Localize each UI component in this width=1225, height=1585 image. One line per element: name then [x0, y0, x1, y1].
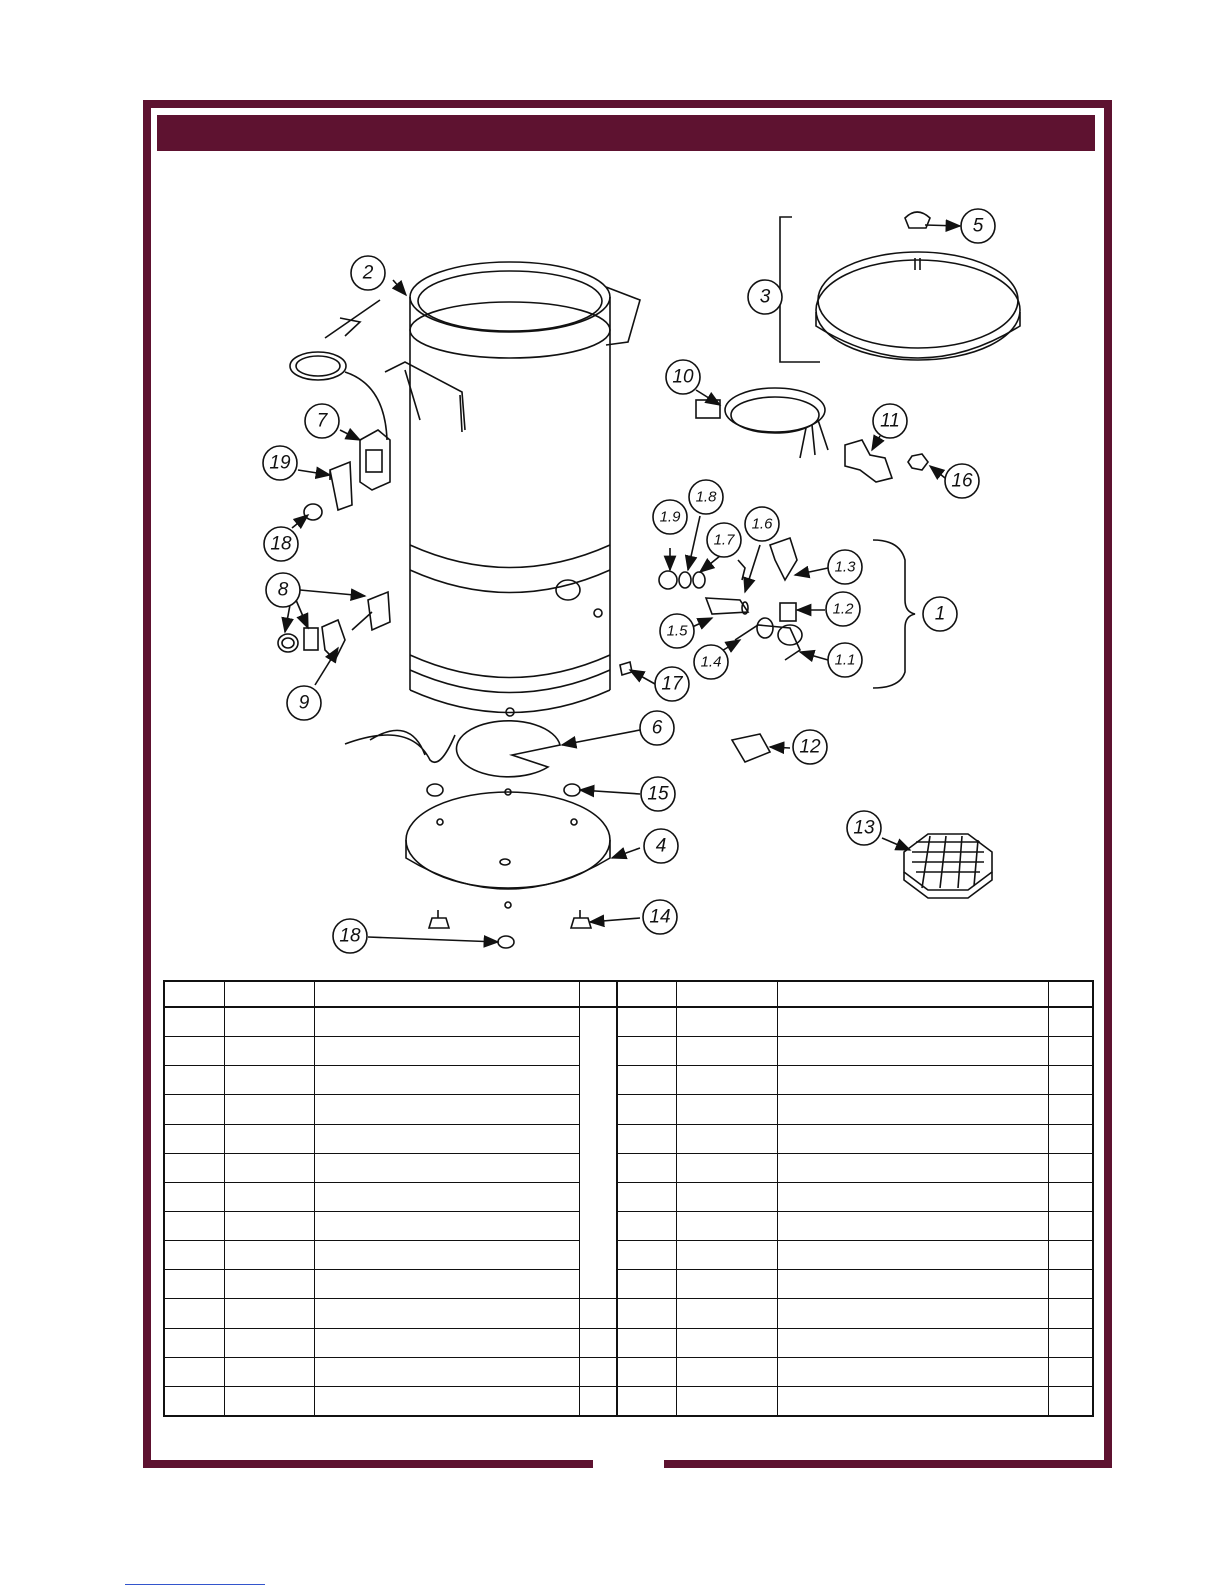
- table-cell: [777, 1386, 1048, 1416]
- table-cell: [676, 1037, 777, 1066]
- nut-part: [908, 454, 928, 470]
- table-cell: [164, 1066, 224, 1095]
- callout-7-label: 7: [316, 410, 328, 432]
- diagram-svg: [157, 160, 1097, 972]
- table-cell: [164, 1124, 224, 1153]
- table-cell: [224, 1328, 314, 1357]
- table-cell: [617, 1037, 676, 1066]
- callout-1-2-label: 1.2: [832, 600, 854, 618]
- foot-part-b: [571, 910, 591, 928]
- thermostat-part: [360, 430, 390, 490]
- callout-4-label: 4: [655, 835, 667, 857]
- table-cell: [1048, 1270, 1093, 1299]
- table-cell: [777, 1124, 1048, 1153]
- callout-5-label: 5: [972, 215, 984, 237]
- table-cell: [1048, 1037, 1093, 1066]
- table-cell: [777, 1182, 1048, 1211]
- table-cell: [617, 1270, 676, 1299]
- table-cell: [617, 1095, 676, 1124]
- callout-1-7-label: 1.7: [713, 531, 735, 549]
- header-cell: [676, 981, 777, 1007]
- table-row: [164, 1357, 1093, 1386]
- table-cell: [164, 1386, 224, 1416]
- table-cell: [617, 1066, 676, 1095]
- table-cell: [777, 1066, 1048, 1095]
- table-row: [164, 1066, 1093, 1095]
- table-row: [164, 1386, 1093, 1416]
- table-cell: [676, 1328, 777, 1357]
- table-cell: [314, 1095, 579, 1124]
- table-row: [164, 1328, 1093, 1357]
- callout-13-label: 13: [853, 817, 875, 839]
- table-cell: [1048, 1066, 1093, 1095]
- callout-10-label: 10: [672, 366, 694, 388]
- table-cell: [1048, 1241, 1093, 1270]
- table-cell: [164, 1095, 224, 1124]
- table-cell: [1048, 1328, 1093, 1357]
- callout-1-6-label: 1.6: [751, 515, 773, 533]
- table-cell: [617, 1007, 676, 1037]
- table-cell: [617, 1182, 676, 1211]
- table-cell: [224, 1153, 314, 1182]
- table-cell: [164, 1328, 224, 1357]
- callout-1-9-label: 1.9: [659, 508, 681, 526]
- table-cell: [617, 1211, 676, 1240]
- table-cell: [164, 1270, 224, 1299]
- table-cell: [617, 1386, 676, 1416]
- table-cell: [164, 1357, 224, 1386]
- drip-tray-part: [904, 834, 992, 898]
- urn-body: [385, 262, 640, 716]
- table-cell: [314, 1182, 579, 1211]
- parts-list-table: [163, 980, 1094, 1417]
- callout-1-3-label: 1.3: [834, 558, 856, 576]
- callout-1-8-label: 1.8: [695, 488, 717, 506]
- table-cell: [777, 1299, 1048, 1328]
- table-row: [164, 1211, 1093, 1240]
- gasket-part: [456, 721, 560, 777]
- table-row: [164, 1095, 1093, 1124]
- table-cell: [314, 1357, 579, 1386]
- callout-1-1-label: 1.1: [834, 651, 856, 669]
- table-cell: [1048, 1007, 1093, 1037]
- callout-18a-label: 18: [270, 533, 292, 555]
- table-cell: [777, 1007, 1048, 1037]
- callout-8-label: 8: [277, 579, 289, 601]
- table-header-row: [164, 981, 1093, 1007]
- table-cell: [777, 1095, 1048, 1124]
- table-cell: [224, 1007, 314, 1037]
- header-cell: [1048, 981, 1093, 1007]
- table-cell: [164, 1153, 224, 1182]
- callout-9-label: 9: [298, 692, 310, 714]
- callout-1-label: 1: [934, 603, 946, 625]
- table-cell: [617, 1153, 676, 1182]
- table-cell: [676, 1153, 777, 1182]
- callout-6-label: 6: [651, 717, 663, 739]
- table-cell: [676, 1357, 777, 1386]
- table-cell: [676, 1241, 777, 1270]
- small-fitting-part: [620, 662, 632, 675]
- callout-11-label: 11: [880, 410, 900, 432]
- bottom-knob-part: [498, 936, 514, 948]
- title-bar: [157, 115, 1095, 151]
- table-cell: [676, 1066, 777, 1095]
- switch-hardware: [278, 628, 318, 652]
- callout-18b-label: 18: [339, 925, 361, 947]
- table-cell: [224, 1357, 314, 1386]
- header-cell: [164, 981, 224, 1007]
- base-part: [406, 789, 610, 908]
- callout-1-4-label: 1.4: [700, 653, 722, 671]
- callout-17-label: 17: [661, 673, 683, 695]
- table-cell: [777, 1241, 1048, 1270]
- table-row: [164, 1037, 1093, 1066]
- table-cell: [676, 1211, 777, 1240]
- table-cell: [314, 1153, 579, 1182]
- frame-bottom-right-border: [664, 1460, 1112, 1468]
- toggle-switch-part: [352, 592, 390, 630]
- table-cell: [1048, 1357, 1093, 1386]
- table-cell: [579, 1357, 617, 1386]
- table-cell: [224, 1299, 314, 1328]
- sight-gauge-part: [732, 734, 770, 762]
- table-cell: [314, 1007, 579, 1037]
- table-cell: [314, 1386, 579, 1416]
- table-body: [164, 1007, 1093, 1416]
- table-cell: [164, 1182, 224, 1211]
- table-cell: [676, 1007, 777, 1037]
- table-cell: [617, 1357, 676, 1386]
- table-cell: [1048, 1095, 1093, 1124]
- table-cell: [1048, 1299, 1093, 1328]
- table-row: [164, 1007, 1093, 1037]
- table-cell: [314, 1066, 579, 1095]
- table-row: [164, 1182, 1093, 1211]
- table-cell: [1048, 1124, 1093, 1153]
- table-cell: [224, 1182, 314, 1211]
- table-cell: [777, 1153, 1048, 1182]
- table-cell: [1048, 1182, 1093, 1211]
- table-cell: [676, 1182, 777, 1211]
- table-cell: [617, 1124, 676, 1153]
- table-cell: [224, 1270, 314, 1299]
- table-cell: [164, 1007, 224, 1037]
- table-cell: [777, 1270, 1048, 1299]
- table-cell: [1048, 1153, 1093, 1182]
- fitting-part: [845, 440, 892, 482]
- callout-3-label: 3: [759, 286, 771, 308]
- table-cell: [164, 1299, 224, 1328]
- table-cell: [676, 1270, 777, 1299]
- table-row: [164, 1153, 1093, 1182]
- table-row: [164, 1241, 1093, 1270]
- callout-2-label: 2: [362, 262, 374, 284]
- table-cell: [579, 1386, 617, 1416]
- table-cell: [676, 1386, 777, 1416]
- frame-top-border: [143, 100, 1112, 108]
- table-cell: [579, 1328, 617, 1357]
- table-cell: [1048, 1211, 1093, 1240]
- exploded-parts-diagram: [157, 160, 1097, 972]
- header-cell: [777, 981, 1048, 1007]
- callout-12-label: 12: [799, 736, 821, 758]
- table-cell: [164, 1037, 224, 1066]
- foot-part-a: [429, 910, 449, 928]
- table-row: [164, 1270, 1093, 1299]
- callout-19-label: 19: [269, 452, 291, 474]
- table-row: [164, 1299, 1093, 1328]
- frame-bottom-left-border: [143, 1460, 593, 1468]
- table-cell: [224, 1211, 314, 1240]
- table-cell: [777, 1328, 1048, 1357]
- table-cell: [617, 1299, 676, 1328]
- table-cell: [676, 1124, 777, 1153]
- table-cell-merged: [579, 1007, 617, 1299]
- table-cell: [617, 1328, 676, 1357]
- callout-15-label: 15: [647, 783, 669, 805]
- table-cell: [224, 1124, 314, 1153]
- table-cell: [224, 1066, 314, 1095]
- table-cell: [314, 1211, 579, 1240]
- header-cell: [224, 981, 314, 1007]
- knob-part: [304, 504, 322, 520]
- table-cell: [777, 1037, 1048, 1066]
- nut-15b: [564, 784, 580, 796]
- header-cell: [617, 981, 676, 1007]
- bracket-part: [330, 462, 352, 510]
- callout-14-label: 14: [649, 906, 671, 928]
- table-cell: [314, 1124, 579, 1153]
- table-cell: [224, 1095, 314, 1124]
- table-cell: [314, 1037, 579, 1066]
- table-cell: [617, 1241, 676, 1270]
- callout-16-label: 16: [951, 470, 973, 492]
- table-cell: [777, 1357, 1048, 1386]
- table-cell: [314, 1299, 579, 1328]
- header-cell: [579, 981, 617, 1007]
- table-cell: [676, 1095, 777, 1124]
- table-cell: [314, 1270, 579, 1299]
- table-cell: [579, 1299, 617, 1328]
- frame-right-border: [1104, 100, 1112, 1468]
- table-cell: [676, 1299, 777, 1328]
- table-cell: [224, 1241, 314, 1270]
- header-cell: [314, 981, 579, 1007]
- table-cell: [314, 1241, 579, 1270]
- callout-1-5-label: 1.5: [666, 622, 688, 640]
- wire-harness: [345, 730, 455, 762]
- table-cell: [164, 1211, 224, 1240]
- table-row: [164, 1124, 1093, 1153]
- frame-left-border: [143, 100, 151, 1468]
- table-cell: [224, 1386, 314, 1416]
- power-cord-part: [696, 388, 828, 458]
- nut-15a: [427, 784, 443, 796]
- table-cell: [224, 1037, 314, 1066]
- table-cell: [1048, 1386, 1093, 1416]
- table-cell: [314, 1328, 579, 1357]
- table-cell: [777, 1211, 1048, 1240]
- table-cell: [164, 1241, 224, 1270]
